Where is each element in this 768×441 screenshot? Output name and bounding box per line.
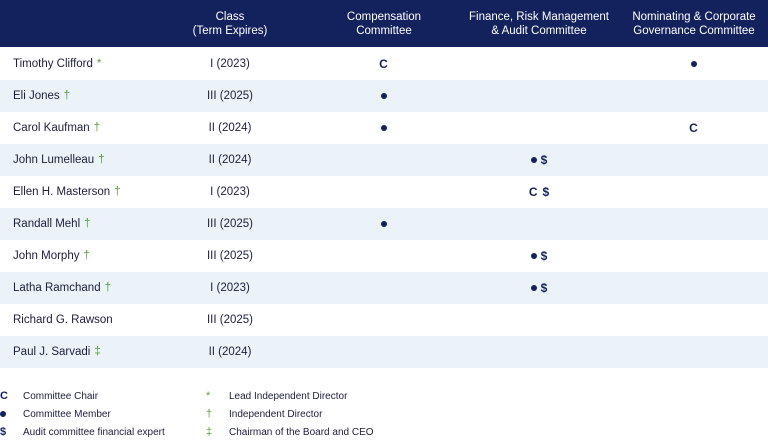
nom-committee-cell <box>620 48 768 80</box>
chair-symbol: C <box>689 121 699 135</box>
nom-committee-cell <box>620 80 768 112</box>
director-name-text: Eli Jones <box>13 90 60 102</box>
director-status-mark: † <box>104 282 111 294</box>
comp-committee-cell <box>310 112 458 144</box>
comp-committee-cell <box>310 336 458 368</box>
director-name <box>13 48 101 80</box>
director-name-text: Ellen H. Masterson <box>13 186 111 198</box>
director-status-mark: * <box>96 58 102 70</box>
director-name <box>13 304 113 336</box>
director-class: I (2023) <box>210 58 250 70</box>
table-row <box>0 240 768 272</box>
comp-committee-cell <box>310 144 458 176</box>
fin-committee-cell <box>458 240 620 272</box>
director-name-text: Timothy Clifford <box>13 58 93 70</box>
table-row <box>0 48 768 80</box>
director-class: III (2025) <box>206 218 254 230</box>
director-name-text: Richard G. Rawson <box>13 314 113 326</box>
fin-committee-cell <box>458 272 620 304</box>
legend-chairman <box>206 423 374 441</box>
director-class: II (2024) <box>208 346 252 358</box>
dollar-icon: $ <box>540 281 548 295</box>
director-class: III (2025) <box>206 90 254 102</box>
header-finance: Finance, Risk Management & Audit Committee <box>469 10 609 37</box>
director-status-mark: † <box>98 154 105 166</box>
director-name <box>13 208 91 240</box>
member-dot-icon <box>381 125 387 131</box>
legend-member-label: Committee Member <box>23 408 111 420</box>
director-status-mark: † <box>63 90 71 102</box>
director-name <box>13 80 70 112</box>
header-nominating: Nominating & Corporate Governance Committee <box>632 10 756 37</box>
double-dagger-icon: ‡ <box>206 426 213 438</box>
fin-committee-cell <box>458 304 620 336</box>
fin-committee-cell <box>458 208 620 240</box>
director-name-text: Latha Ramchand <box>13 282 101 294</box>
director-name-text: John Morphy <box>13 250 80 262</box>
director-name <box>13 240 90 272</box>
director-name <box>13 144 105 176</box>
member-dot-icon <box>381 221 387 227</box>
director-name-text: Randall Mehl <box>13 218 81 230</box>
comp-committee-cell <box>310 304 458 336</box>
nom-committee-cell <box>620 176 768 208</box>
legend-lead-label: Lead Independent Director <box>229 390 348 402</box>
fin-committee-cell <box>458 112 620 144</box>
director-name-text: Paul J. Sarvadi <box>13 346 91 358</box>
director-status-mark: † <box>83 250 90 262</box>
member-dot-icon <box>691 61 697 67</box>
legend-lead <box>206 387 347 405</box>
dollar-icon: $ <box>542 185 550 199</box>
fin-committee-cell <box>458 144 620 176</box>
table-row <box>0 80 768 112</box>
header-class: Class (Term Expires) <box>192 10 268 37</box>
comp-committee-cell <box>310 80 458 112</box>
legend <box>0 385 768 440</box>
nom-committee-cell <box>620 336 768 368</box>
director-status-mark: † <box>93 122 101 134</box>
header-compensation: Compensation Committee <box>346 10 422 37</box>
fin-committee-cell <box>458 176 620 208</box>
director-class: III (2025) <box>206 314 254 326</box>
member-dot-icon <box>531 285 537 291</box>
dollar-icon: $ <box>0 426 7 438</box>
comp-committee-cell <box>310 48 458 80</box>
legend-member <box>0 405 111 423</box>
table-header <box>0 0 768 47</box>
legend-chairman-label: Chairman of the Board and CEO <box>229 426 374 438</box>
legend-independent <box>206 405 322 423</box>
table-row <box>0 304 768 336</box>
director-class: II (2024) <box>208 154 252 166</box>
dagger-icon: † <box>206 408 213 420</box>
legend-independent-label: Independent Director <box>229 408 323 420</box>
header-name <box>0 0 150 47</box>
nom-committee-cell <box>620 240 768 272</box>
member-dot-icon <box>381 93 387 99</box>
nom-committee-cell <box>620 144 768 176</box>
comp-committee-cell <box>310 208 458 240</box>
table-row <box>0 176 768 208</box>
table-row <box>0 336 768 368</box>
director-status-mark: † <box>114 186 121 198</box>
director-name <box>13 176 121 208</box>
member-dot-icon <box>531 157 537 163</box>
director-status-mark: ‡ <box>94 346 101 358</box>
legend-chair-label: Committee Chair <box>23 390 99 402</box>
director-name-text: Carol Kaufman <box>13 122 90 134</box>
comp-committee-cell <box>310 272 458 304</box>
nom-committee-cell <box>620 112 768 144</box>
dollar-icon: $ <box>540 153 548 167</box>
chair-symbol: C <box>0 390 8 402</box>
legend-chair <box>0 387 98 405</box>
chair-symbol: C <box>528 185 539 199</box>
asterisk-icon: * <box>206 390 211 402</box>
director-class: I (2023) <box>210 282 250 294</box>
table-row <box>0 208 768 240</box>
director-class: III (2025) <box>206 250 254 262</box>
fin-committee-cell <box>458 80 620 112</box>
comp-committee-cell <box>310 176 458 208</box>
legend-expert <box>0 423 165 441</box>
legend-expert-label: Audit committee financial expert <box>23 426 165 438</box>
dollar-icon: $ <box>540 249 548 263</box>
table-row <box>0 272 768 304</box>
table-row <box>0 144 768 176</box>
fin-committee-cell <box>458 336 620 368</box>
member-dot-icon <box>531 253 537 259</box>
chair-symbol: C <box>379 57 389 71</box>
director-status-mark: † <box>84 218 91 230</box>
fin-committee-cell <box>458 48 620 80</box>
director-class: I (2023) <box>210 186 250 198</box>
director-name-text: John Lumelleau <box>13 154 95 166</box>
nom-committee-cell <box>620 272 768 304</box>
director-name <box>13 272 111 304</box>
comp-committee-cell <box>310 240 458 272</box>
nom-committee-cell <box>620 304 768 336</box>
nom-committee-cell <box>620 208 768 240</box>
director-name <box>13 112 100 144</box>
member-dot-icon <box>0 408 23 420</box>
director-name <box>13 336 101 368</box>
table-row <box>0 112 768 144</box>
director-class: II (2024) <box>208 122 252 134</box>
